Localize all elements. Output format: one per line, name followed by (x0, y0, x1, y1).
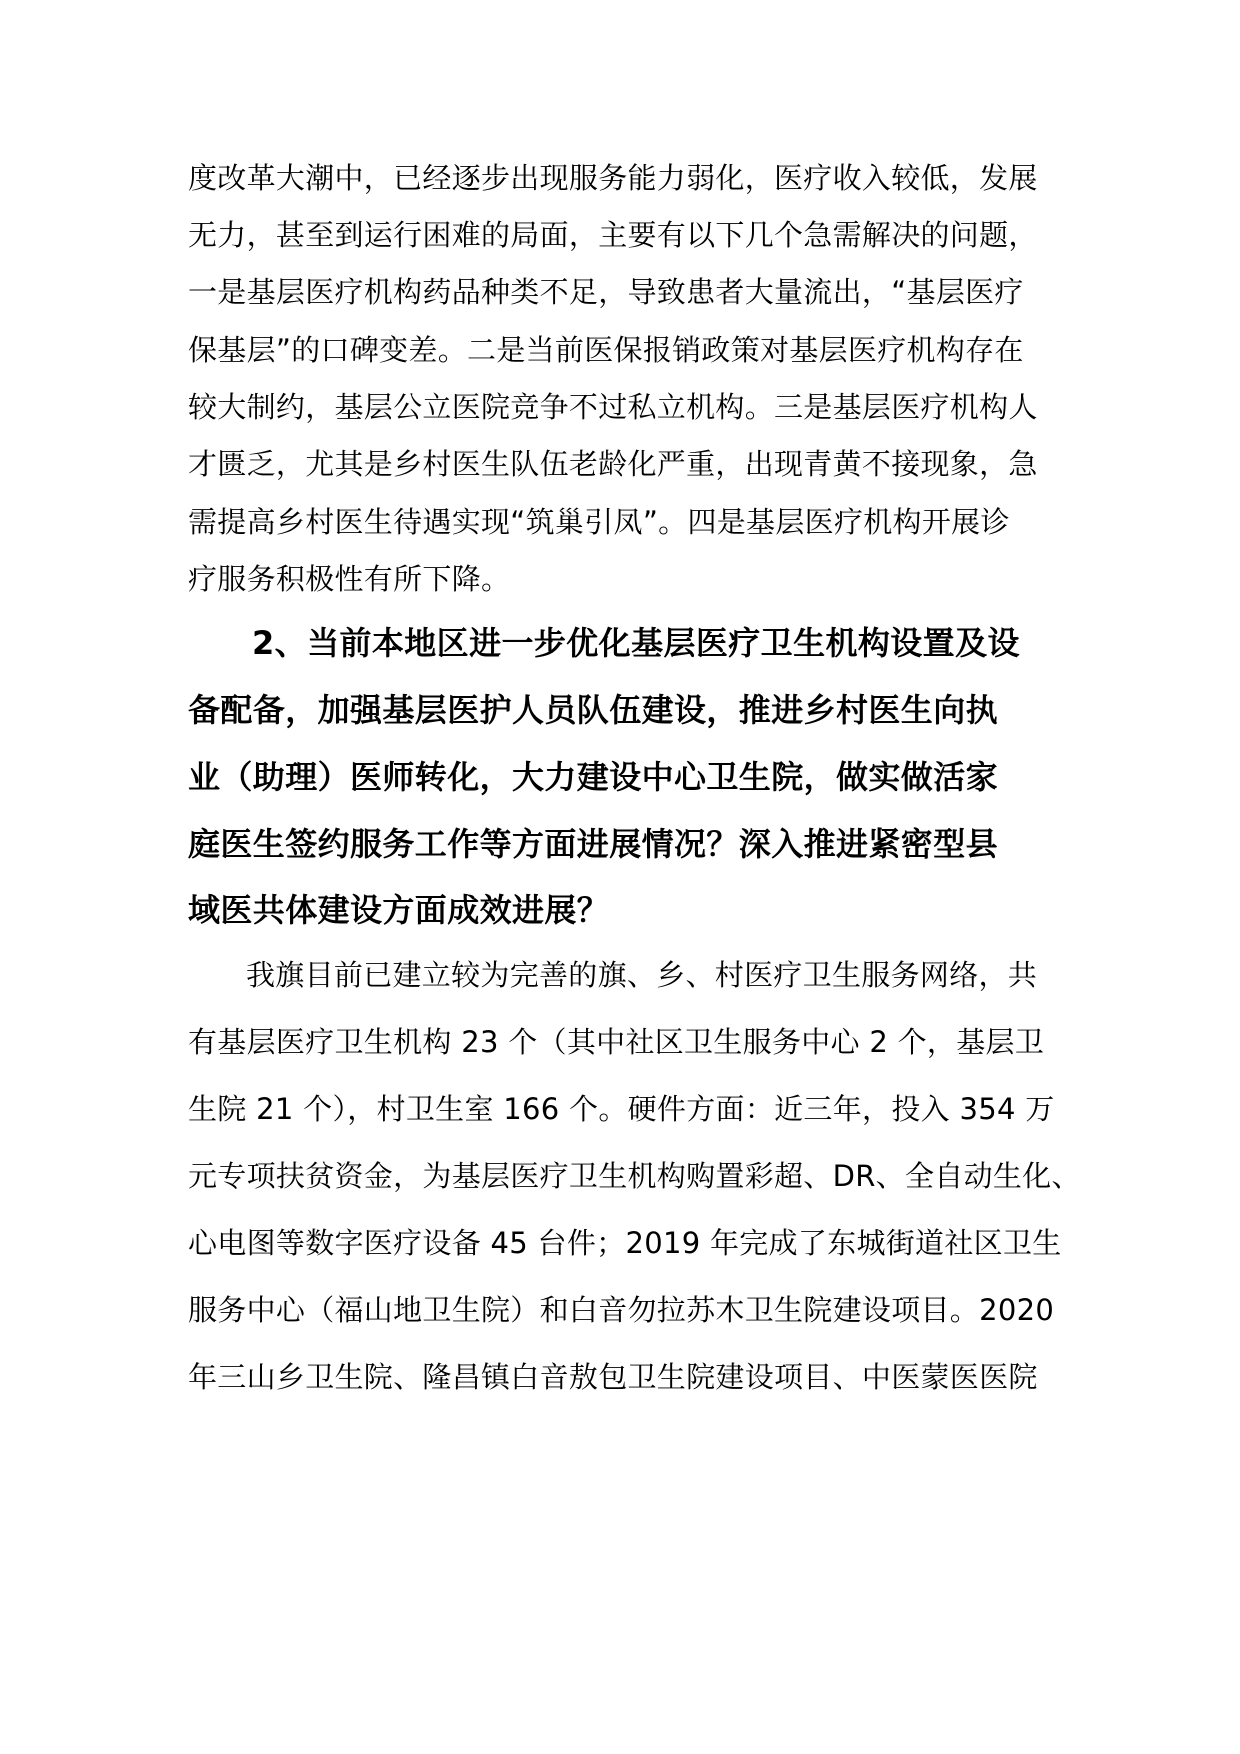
paragraph-2-line-1: 我旗目前已建立较为完善的旗、乡、村医疗卫生服务网络，共 (246, 958, 1038, 992)
paragraph-2-line-5: 心电图等数字医疗设备 45 台件；2019 年完成了东城街道社区卫生 (188, 1226, 1062, 1260)
paragraph-1-line-2: 无力，甚至到运行困难的局面，主要有以下几个急需解决的问题， (188, 218, 1038, 252)
paragraph-1-line-3: 一是基层医疗机构药品种类不足，导致患者大量流出，“基层医疗 (188, 275, 1024, 309)
heading-2-line-4: 庭医生签约服务工作等方面进展情况？深入推进紧密型县 (188, 825, 999, 863)
paragraph-2-line-2: 有基层医疗卫生机构 23 个（其中社区卫生服务中心 2 个，基层卫 (188, 1025, 1045, 1059)
heading-2-line-2: 备配备，加强基层医护人员队伍建设，推进乡村医生向执 (188, 691, 999, 729)
paragraph-2-line-3: 生院 21 个），村卫生室 166 个。硬件方面：近三年，投入 354 万 (188, 1092, 1055, 1126)
paragraph-1-line-6: 才匮乏，尤其是乡村医生队伍老龄化严重，出现青黄不接现象，急 (188, 447, 1038, 481)
paragraph-2-line-7: 年三山乡卫生院、隆昌镇白音敖包卫生院建设项目、中医蒙医医院 (188, 1360, 1038, 1394)
paragraph-1-line-8: 疗服务积极性有所下降。 (188, 562, 511, 596)
paragraph-1-line-1: 度改革大潮中，已经逐步出现服务能力弱化，医疗收入较低，发展 (188, 161, 1038, 195)
heading-2-line-5: 域医共体建设方面成效进展？ (188, 891, 610, 929)
paragraph-2-line-6: 服务中心（福山地卫生院）和白音勿拉苏木卫生院建设项目。2020 (188, 1293, 1055, 1327)
paragraph-1-line-5: 较大制约，基层公立医院竞争不过私立机构。三是基层医疗机构人 (188, 390, 1038, 424)
paragraph-2-line-4: 元专项扶贫资金，为基层医疗卫生机构购置彩超、DR、全自动生化、 (188, 1159, 1081, 1193)
paragraph-1-line-7: 需提高乡村医生待遇实现“筑巢引凤”。四是基层医疗机构开展诊 (188, 505, 1010, 539)
heading-2-line-3: 业（助理）医师转化，大力建设中心卫生院，做实做活家 (188, 758, 999, 796)
paragraph-1-line-4: 保基层”的口碑变差。二是当前医保报销政策对基层医疗机构存在 (188, 333, 1024, 367)
heading-2-line-1: 2、当前本地区进一步优化基层医疗卫生机构设置及设 (252, 624, 1020, 662)
